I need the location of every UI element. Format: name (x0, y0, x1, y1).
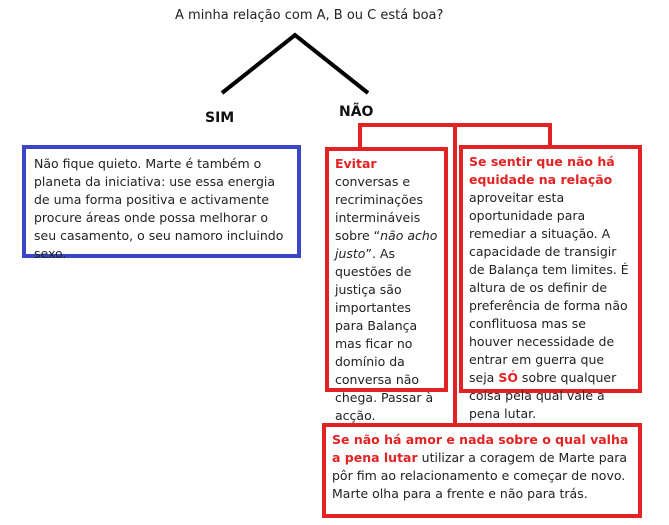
box-equidade-so: SÓ (498, 370, 518, 385)
tree-branch-lines (222, 35, 368, 93)
question-text: A minha relação com A, B ou C está boa? (175, 8, 444, 23)
box-sim (22, 145, 301, 261)
box-amor-text: utilizar a coragem de Marte para pôr fim ao relacionamento e começar de novo. Marte olha para a frente e não para trás. (332, 450, 628, 501)
box-evitar-lead: Evitar (335, 156, 377, 171)
box-equidade-text1: aproveitar esta oportunidade para remediar a situação. A capacidade de transigir de Balança tem limites. É altura de os definir de preferência de forma não conflituosa mas se houver necessidade de entrar em guerra que seja (469, 190, 629, 385)
box-equidade-text2: sobre qualquer coisa pela qual vale a pena lutar. (469, 370, 617, 421)
box-evitar-text2: ”. As questões de justiça são importantes para Balança mas ficar no domínio da conversa não chega. Passar à acção. (335, 246, 434, 423)
box-evitar-quote: não acho justo (335, 228, 438, 261)
box-equidade (459, 145, 642, 421)
box-equidade-lead: Se sentir que não há equidade na relação (469, 154, 615, 187)
box-evitar (325, 147, 448, 423)
nao-label: NÃO (339, 104, 374, 120)
box-sim-text: Não fique quieto. Marte é também o planeta da iniciativa: use essa energia de uma forma positiva e activamente procure áreas onde possa melhorar o seu casamento, o seu namoro incluindo sexo. (34, 156, 284, 261)
box-evitar-text1: conversas e recriminações intermináveis sobre “ (335, 174, 423, 243)
box-amor (322, 423, 642, 518)
box-amor-lead: Se não há amor e nada sobre o qual valha a pena lutar (332, 432, 629, 465)
sim-label: SIM (205, 110, 235, 126)
